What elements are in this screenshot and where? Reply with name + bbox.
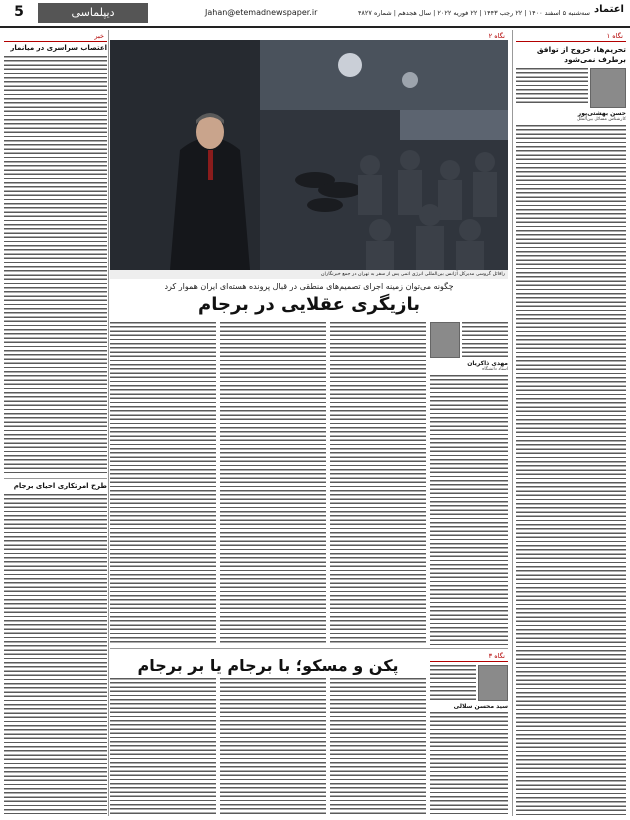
second-body-col-4 <box>110 678 216 815</box>
column-divider <box>512 30 513 816</box>
right-column-label <box>516 30 626 42</box>
second-body-col-1 <box>430 712 508 815</box>
second-body-col-2 <box>330 678 426 815</box>
right-column-body <box>516 125 626 815</box>
second-article-title: پکن و مسکو؛ با برجام یا بر برجام <box>137 656 399 675</box>
photo-caption: رافائل گروسی مدیرکل آژانس بین‌المللی انرژی اتمی پس از سفر به تهران در جمع خبرنگاران <box>110 270 508 279</box>
author-photo <box>478 665 508 701</box>
press-conference-image <box>110 40 508 270</box>
main-photo <box>110 40 508 270</box>
right-column-intro-text <box>516 68 588 106</box>
left-column-label-text: خبر <box>94 32 104 40</box>
section-label: دیپلماسی <box>38 3 148 23</box>
page-number: 5 <box>14 4 24 20</box>
author-photo <box>430 322 460 358</box>
main-author-role: استاد دانشگاه <box>482 367 508 372</box>
article-title: بازیگری عقلایی در برجام <box>198 294 420 315</box>
newspaper-logo: اعتماد <box>594 4 624 15</box>
column-divider <box>108 30 109 816</box>
left-column-separator <box>4 478 107 479</box>
left-column-title-1: اعتصاب سراسری در میانمار <box>10 44 107 52</box>
main-author: مهدی ذاکریان <box>467 360 508 367</box>
second-author: سید محسن سلالی <box>453 703 508 710</box>
main-body-col-1 <box>430 375 508 645</box>
right-column-title: تحریم‌ها، خروج از توافق برطرف نمی‌شود <box>536 45 626 64</box>
left-column-body-2 <box>4 494 107 814</box>
right-column-author: حسن بهشتی‌پور <box>577 110 626 117</box>
main-body-col-3 <box>220 322 326 645</box>
author-bio-text <box>462 322 508 358</box>
author-photo <box>590 68 626 108</box>
article-separator <box>110 648 508 649</box>
right-column-author-role: کارشناس مسائل بین‌الملل <box>576 117 626 122</box>
main-body-col-4 <box>110 322 216 645</box>
second-label <box>430 650 508 662</box>
article-kicker: چگونه می‌توان زمینه اجرای تصمیم‌های منطقی در قبال پرونده هسته‌ای ایران هموار کرد <box>164 282 454 291</box>
main-body-col-2 <box>330 322 426 645</box>
second-body-col-3 <box>220 678 326 815</box>
left-column-body-1 <box>4 56 107 476</box>
left-column-label <box>4 30 107 42</box>
second-label-text: نگاه ۳ <box>488 652 505 660</box>
left-column-title-2: طرح امرتکاری احیای برجام <box>13 482 107 490</box>
main-label-text: نگاه ۲ <box>488 32 505 40</box>
contact-email: Jahan@etemadnewspaper.ir <box>205 8 318 17</box>
right-column-label-text: نگاه ۱ <box>606 32 623 40</box>
dateline: سه‌شنبه ۵ اسفند ۱۴۰۰ | ۲۲ رجب ۱۴۴۳ | ۲۲ فوریه ۲۰۲۲ | سال هجدهم | شماره ۴۸۲۷ <box>357 9 590 17</box>
second-author-bio <box>430 665 476 701</box>
